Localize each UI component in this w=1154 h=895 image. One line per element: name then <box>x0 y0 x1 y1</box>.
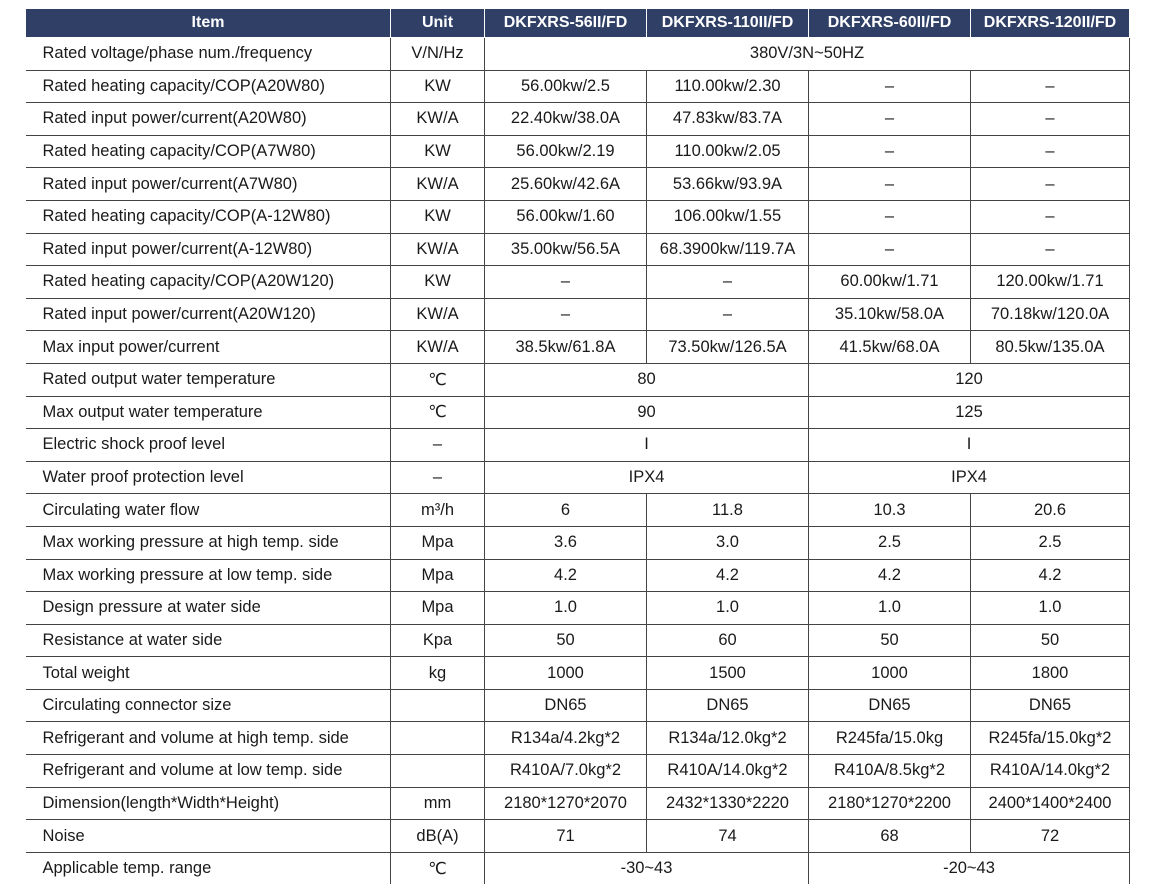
row-unit: KW/A <box>391 298 485 331</box>
table-row <box>26 592 1130 625</box>
row-unit: Kpa <box>391 624 485 657</box>
value-cell: R134a/12.0kg*2 <box>647 722 809 755</box>
value-cell: I <box>485 429 809 462</box>
value-cell: 60 <box>647 624 809 657</box>
value-cell: 80.5kw/135.0A <box>971 331 1130 364</box>
row-label: Rated input power/current(A20W120) <box>26 298 391 331</box>
value-cell: -20~43 <box>809 852 1130 884</box>
row-unit: KW <box>391 200 485 233</box>
row-label: Refrigerant and volume at low temp. side <box>26 755 391 788</box>
row-label: Rated voltage/phase num./frequency <box>26 38 391 71</box>
row-label: Rated input power/current(A7W80) <box>26 168 391 201</box>
value-cell: – <box>809 200 971 233</box>
table-row <box>26 363 1130 396</box>
row-label: Dimension(length*Width*Height) <box>26 787 391 820</box>
row-unit: KW <box>391 70 485 103</box>
row-unit: ℃ <box>391 363 485 396</box>
value-cell: DN65 <box>809 689 971 722</box>
value-cell: 73.50kw/126.5A <box>647 331 809 364</box>
row-unit <box>391 722 485 755</box>
value-cell: 35.00kw/56.5A <box>485 233 647 266</box>
value-cell: 22.40kw/38.0A <box>485 103 647 136</box>
value-cell: 1.0 <box>485 592 647 625</box>
table-row <box>26 103 1130 136</box>
value-cell: R410A/14.0kg*2 <box>971 755 1130 788</box>
table-row <box>26 298 1130 331</box>
table-body <box>26 38 1130 885</box>
value-cell: 56.00kw/2.19 <box>485 135 647 168</box>
row-unit: KW/A <box>391 103 485 136</box>
value-cell: 72 <box>971 820 1130 853</box>
row-label: Water proof protection level <box>26 461 391 494</box>
row-label: Electric shock proof level <box>26 429 391 462</box>
value-cell: IPX4 <box>485 461 809 494</box>
row-unit: KW/A <box>391 233 485 266</box>
value-cell: – <box>971 233 1130 266</box>
value-cell: – <box>485 298 647 331</box>
table-row <box>26 494 1130 527</box>
table-row <box>26 820 1130 853</box>
table-row <box>26 429 1130 462</box>
value-cell: 60.00kw/1.71 <box>809 266 971 299</box>
row-label: Rated input power/current(A-12W80) <box>26 233 391 266</box>
value-cell: – <box>971 103 1130 136</box>
value-cell: – <box>971 135 1130 168</box>
row-unit: Mpa <box>391 526 485 559</box>
table-row <box>26 461 1130 494</box>
row-label: Design pressure at water side <box>26 592 391 625</box>
value-cell: – <box>809 168 971 201</box>
value-cell: 2180*1270*2070 <box>485 787 647 820</box>
value-cell: 47.83kw/83.7A <box>647 103 809 136</box>
table-row <box>26 200 1130 233</box>
table-row <box>26 396 1130 429</box>
row-label: Refrigerant and volume at high temp. side <box>26 722 391 755</box>
row-label: Max working pressure at low temp. side <box>26 559 391 592</box>
value-cell: 4.2 <box>971 559 1130 592</box>
row-unit: – <box>391 429 485 462</box>
value-cell: 70.18kw/120.0A <box>971 298 1130 331</box>
table-row <box>26 657 1130 690</box>
row-unit: Mpa <box>391 592 485 625</box>
value-cell: 38.5kw/61.8A <box>485 331 647 364</box>
value-cell: R245fa/15.0kg <box>809 722 971 755</box>
row-unit: – <box>391 461 485 494</box>
table-row <box>26 852 1130 884</box>
value-cell: 2400*1400*2400 <box>971 787 1130 820</box>
value-cell: 3.6 <box>485 526 647 559</box>
row-label: Applicable temp. range <box>26 852 391 884</box>
value-cell: 1800 <box>971 657 1130 690</box>
table-row <box>26 233 1130 266</box>
value-cell: – <box>971 168 1130 201</box>
row-unit: ℃ <box>391 396 485 429</box>
header-item: Item <box>26 9 391 38</box>
header-unit: Unit <box>391 9 485 38</box>
value-cell: 3.0 <box>647 526 809 559</box>
row-unit: KW/A <box>391 168 485 201</box>
row-unit: KW <box>391 266 485 299</box>
value-cell: 2432*1330*2220 <box>647 787 809 820</box>
value-cell: 1500 <box>647 657 809 690</box>
value-cell: 41.5kw/68.0A <box>809 331 971 364</box>
table-row <box>26 559 1130 592</box>
value-cell: 4.2 <box>485 559 647 592</box>
header-model: DKFXRS-120II/FD <box>971 9 1130 38</box>
row-unit: KW/A <box>391 331 485 364</box>
value-cell: 80 <box>485 363 809 396</box>
table-row <box>26 266 1130 299</box>
value-cell: 74 <box>647 820 809 853</box>
value-cell: DN65 <box>971 689 1130 722</box>
value-cell: 25.60kw/42.6A <box>485 168 647 201</box>
row-label: Rated heating capacity/COP(A20W80) <box>26 70 391 103</box>
table-row <box>26 135 1130 168</box>
value-cell: – <box>971 200 1130 233</box>
row-unit: ℃ <box>391 852 485 884</box>
value-cell: 120 <box>809 363 1130 396</box>
value-cell: R134a/4.2kg*2 <box>485 722 647 755</box>
value-cell: – <box>485 266 647 299</box>
value-cell: 1.0 <box>971 592 1130 625</box>
row-label: Max output water temperature <box>26 396 391 429</box>
value-cell: 2.5 <box>809 526 971 559</box>
table-row <box>26 38 1130 71</box>
row-label: Rated input power/current(A20W80) <box>26 103 391 136</box>
value-cell: 56.00kw/2.5 <box>485 70 647 103</box>
value-cell: 1000 <box>485 657 647 690</box>
header-model: DKFXRS-60II/FD <box>809 9 971 38</box>
value-cell: 1000 <box>809 657 971 690</box>
row-label: Total weight <box>26 657 391 690</box>
value-cell: 35.10kw/58.0A <box>809 298 971 331</box>
value-cell: I <box>809 429 1130 462</box>
value-cell: 50 <box>485 624 647 657</box>
row-unit: KW <box>391 135 485 168</box>
table-row <box>26 755 1130 788</box>
value-cell: 20.6 <box>971 494 1130 527</box>
row-unit: m³/h <box>391 494 485 527</box>
row-label: Rated output water temperature <box>26 363 391 396</box>
row-label: Noise <box>26 820 391 853</box>
table-row <box>26 689 1130 722</box>
row-unit <box>391 755 485 788</box>
value-cell: – <box>809 70 971 103</box>
table-row <box>26 526 1130 559</box>
row-label: Rated heating capacity/COP(A-12W80) <box>26 200 391 233</box>
row-label: Max working pressure at high temp. side <box>26 526 391 559</box>
value-cell: 120.00kw/1.71 <box>971 266 1130 299</box>
value-cell: DN65 <box>485 689 647 722</box>
value-cell: – <box>809 233 971 266</box>
value-cell: 110.00kw/2.05 <box>647 135 809 168</box>
row-label: Resistance at water side <box>26 624 391 657</box>
value-cell: – <box>971 70 1130 103</box>
value-cell: – <box>647 298 809 331</box>
row-label: Rated heating capacity/COP(A7W80) <box>26 135 391 168</box>
value-cell: DN65 <box>647 689 809 722</box>
row-unit: mm <box>391 787 485 820</box>
row-unit: V/N/Hz <box>391 38 485 71</box>
row-label: Max input power/current <box>26 331 391 364</box>
value-cell: 110.00kw/2.30 <box>647 70 809 103</box>
header-model: DKFXRS-110II/FD <box>647 9 809 38</box>
value-cell: – <box>809 103 971 136</box>
table-row <box>26 722 1130 755</box>
value-cell: 71 <box>485 820 647 853</box>
table-row <box>26 787 1130 820</box>
row-unit: Mpa <box>391 559 485 592</box>
table-row <box>26 331 1130 364</box>
table-row <box>26 70 1130 103</box>
value-cell: 11.8 <box>647 494 809 527</box>
value-cell: – <box>647 266 809 299</box>
value-cell: 68 <box>809 820 971 853</box>
value-cell: R245fa/15.0kg*2 <box>971 722 1130 755</box>
row-unit: dB(A) <box>391 820 485 853</box>
value-cell: R410A/8.5kg*2 <box>809 755 971 788</box>
table-row <box>26 168 1130 201</box>
value-cell: 53.66kw/93.9A <box>647 168 809 201</box>
value-cell: 50 <box>971 624 1130 657</box>
row-unit <box>391 689 485 722</box>
value-cell: 10.3 <box>809 494 971 527</box>
value-cell: 106.00kw/1.55 <box>647 200 809 233</box>
row-label: Rated heating capacity/COP(A20W120) <box>26 266 391 299</box>
table-row <box>26 624 1130 657</box>
row-label: Circulating connector size <box>26 689 391 722</box>
header-model: DKFXRS-56II/FD <box>485 9 647 38</box>
value-cell: 90 <box>485 396 809 429</box>
value-cell: R410A/14.0kg*2 <box>647 755 809 788</box>
value-cell: 1.0 <box>809 592 971 625</box>
value-cell: 125 <box>809 396 1130 429</box>
value-cell: 2.5 <box>971 526 1130 559</box>
value-cell: 68.3900kw/119.7A <box>647 233 809 266</box>
value-cell: 380V/3N~50HZ <box>485 38 1130 71</box>
value-cell: 2180*1270*2200 <box>809 787 971 820</box>
value-cell: – <box>809 135 971 168</box>
value-cell: 56.00kw/1.60 <box>485 200 647 233</box>
row-unit: kg <box>391 657 485 690</box>
row-label: Circulating water flow <box>26 494 391 527</box>
spec-table <box>25 8 1130 884</box>
value-cell: R410A/7.0kg*2 <box>485 755 647 788</box>
value-cell: 6 <box>485 494 647 527</box>
value-cell: 1.0 <box>647 592 809 625</box>
value-cell: 4.2 <box>809 559 971 592</box>
value-cell: 50 <box>809 624 971 657</box>
header-row <box>26 9 1130 38</box>
value-cell: -30~43 <box>485 852 809 884</box>
value-cell: 4.2 <box>647 559 809 592</box>
value-cell: IPX4 <box>809 461 1130 494</box>
